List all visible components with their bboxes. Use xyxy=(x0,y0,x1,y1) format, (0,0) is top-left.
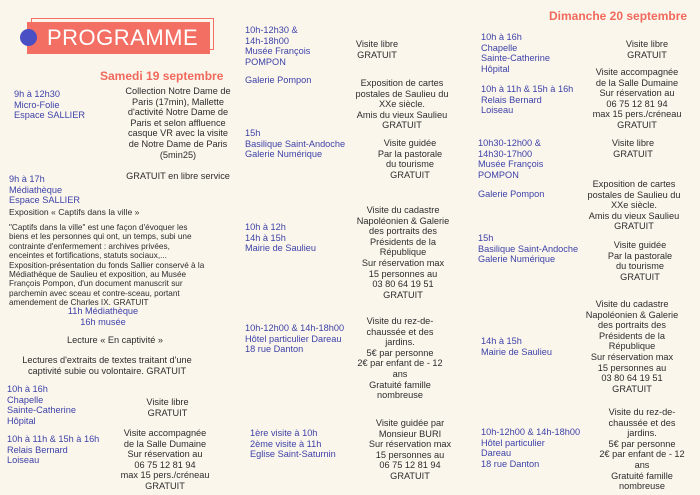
desc-line: République xyxy=(608,341,656,352)
place-line: 1ère visite à 10h xyxy=(250,428,318,438)
place-line: 10h-12h00 & 14h-18h00 xyxy=(481,427,581,437)
desc-line: ans xyxy=(392,368,408,379)
desc-line: Visite du rez-de- xyxy=(366,316,434,326)
place-line: 10h-12h00 & 14h-18h00 xyxy=(245,323,345,333)
mairie-place-sat xyxy=(245,222,316,254)
desc-line: François Pompon, d'un document manuscrit sur xyxy=(9,279,183,289)
place-line: Chapelle xyxy=(7,394,44,405)
mairie-desc-sun xyxy=(577,299,687,394)
desc-line: amendement de Charles IX. GRATUIT xyxy=(9,298,149,308)
place-line: Hôtel particulier xyxy=(481,437,545,448)
mairie-place-sun xyxy=(481,336,552,357)
desc-line: nombreuse xyxy=(377,390,423,401)
desc-line: Visite accompagnée xyxy=(123,428,207,438)
desc-line: Paris et selon affluence xyxy=(130,117,226,128)
place-line: 9h à 12h30 xyxy=(14,89,60,99)
desc-line: Exposition de cartes xyxy=(592,179,676,189)
desc-line: Visite accompagnée xyxy=(595,67,679,77)
desc-line: Gratuité famille xyxy=(369,379,431,390)
place-line: Basilique Saint-Andoche xyxy=(478,243,579,254)
desc-line: GRATUIT xyxy=(612,383,652,394)
expo-captifs-desc xyxy=(9,223,204,308)
galerie-place-sat: Galerie Pompon xyxy=(245,75,312,85)
relais-place-sat xyxy=(7,434,99,466)
place-line: Loiseau xyxy=(481,105,514,116)
desc-line: 06 75 12 81 94 xyxy=(379,460,441,471)
desc-line: chaussée et des xyxy=(366,326,434,337)
desc-line: Médiathèque de Saulieu et exposition, au Musée xyxy=(9,270,187,280)
place-line: 10h à 16h xyxy=(481,32,522,42)
place-line: 14h à 15h xyxy=(245,232,286,243)
place-line: 18 rue Danton xyxy=(245,344,304,355)
place-line: 11h Médiathèque xyxy=(67,306,139,316)
basilique-place-sun xyxy=(478,233,578,265)
desc-line: 06 75 12 81 94 xyxy=(606,98,668,109)
desc-line: Visite du cadastre xyxy=(595,299,669,309)
place-line: Mairie de Saulieu xyxy=(245,243,316,254)
desc-line: 5€ par personne xyxy=(608,438,676,449)
place-line: Micro-Folie xyxy=(14,99,60,110)
place-line: Galerie Numérique xyxy=(245,149,323,160)
musee-place-sat xyxy=(245,25,310,67)
basilique-desc-sun xyxy=(590,240,690,282)
desc-line: Visite libre xyxy=(355,39,399,49)
place-line: Médiathèque xyxy=(9,184,63,195)
place-line: 10h30-12h00 & xyxy=(478,138,541,148)
desc-line: Lectures d'extraits de textes traitant d'une xyxy=(22,355,192,365)
place-line: Chapelle xyxy=(481,42,518,53)
desc-line: 06 75 12 81 94 xyxy=(134,459,196,470)
saturday-heading: Samedi 19 septembre xyxy=(100,69,224,83)
place-line: POMPON xyxy=(245,56,286,67)
desc-line: Visite guidée xyxy=(613,240,667,250)
place-line: 10h à 16h xyxy=(7,384,48,394)
desc-line: Sur réservation au xyxy=(599,88,675,99)
desc-line: contrainte d'enfermement : archives privées, xyxy=(9,241,170,251)
desc-line: du tourisme xyxy=(615,261,664,272)
sunday-heading: Dimanche 20 septembre xyxy=(549,9,688,23)
eglise-desc xyxy=(355,418,465,482)
desc-line: Monsieur BURI xyxy=(378,428,442,439)
desc-line: des portraits des xyxy=(598,320,666,331)
place-line: Hôpital xyxy=(7,415,36,426)
desc-line: GRATUIT xyxy=(147,407,188,418)
desc-line: 15 personnes au xyxy=(597,362,667,373)
place-line: Dareau xyxy=(481,448,512,459)
place-line: 10h à 11h & 15h à 16h xyxy=(481,84,574,94)
place-line: 10h-12h30 & xyxy=(245,25,298,35)
place-line: Mairie de Saulieu xyxy=(481,346,552,357)
galerie-desc-sun xyxy=(574,179,694,232)
place-line: Espace SALLIER xyxy=(9,195,80,206)
desc-line: Sur réservation au xyxy=(127,449,203,460)
lecture-desc xyxy=(12,355,202,376)
desc-line: GRATUIT xyxy=(383,289,423,300)
dareau-desc-sun xyxy=(592,407,692,492)
desc-line: 03 80 64 19 51 xyxy=(601,373,663,384)
desc-line: Visite du rez-de- xyxy=(608,407,676,417)
desc-line: GRATUIT xyxy=(627,49,667,60)
desc-line: Amis du vieux Saulieu xyxy=(356,109,448,120)
desc-line: 15 personnes au xyxy=(375,449,445,460)
place-line: 10h à 11h & 15h à 16h xyxy=(7,434,100,444)
micro-folie-place xyxy=(14,89,85,121)
desc-line: XXe siècle. xyxy=(611,200,657,211)
desc-line: chaussée et des xyxy=(608,417,676,428)
desc-line: Napoléonien & Galerie xyxy=(356,215,450,226)
desc-line: Sur réservation max xyxy=(368,439,452,450)
chapelle-place-sun xyxy=(481,32,550,74)
desc-line: ans xyxy=(634,459,650,470)
desc-line: Exposition-présentation du fonds Sallier conservé à la xyxy=(9,260,205,270)
place-line: 18 rue Danton xyxy=(481,458,540,469)
mediatheque-place xyxy=(9,174,80,206)
desc-line: de la Salle Dumaine xyxy=(595,77,679,88)
desc-line: Présidents de la xyxy=(599,330,665,341)
desc-line: GRATUIT xyxy=(357,49,397,60)
desc-line: Visite libre xyxy=(611,138,655,148)
desc-line: casque VR avec la visite xyxy=(127,128,229,139)
desc-line: Paris (17min), Mallette xyxy=(132,96,224,107)
musee-place-sun xyxy=(478,138,543,180)
galerie-place-sun: Galerie Pompon xyxy=(478,189,545,199)
place-line: Hôtel particulier Dareau xyxy=(245,333,342,344)
desc-line: captivité subie ou volontaire. GRATUIT xyxy=(27,365,187,376)
place-line: 16h musée xyxy=(80,316,126,327)
desc-line: 5€ par personne xyxy=(366,347,434,358)
galerie-desc-sat xyxy=(342,78,462,131)
desc-line: GRATUIT xyxy=(390,470,430,481)
desc-line: de la Salle Dumaine xyxy=(123,438,207,449)
chapelle-desc-sun xyxy=(612,39,682,60)
lecture-place xyxy=(58,306,148,327)
desc-line: Visite libre xyxy=(625,39,669,49)
desc-line: postales de Saulieu du xyxy=(355,88,449,99)
desc-line: 15 personnes au xyxy=(368,268,438,279)
dareau-place-sun xyxy=(481,427,580,469)
desc-line: XXe siècle. xyxy=(379,99,425,110)
desc-line: République xyxy=(379,247,427,258)
desc-line: Par la pastorale xyxy=(377,148,443,159)
desc-line: Collection Notre Dame de xyxy=(125,86,231,96)
desc-line: d'activité Notre Dame de xyxy=(127,107,229,118)
chapelle-desc-sat xyxy=(135,397,200,418)
desc-line: des portraits des xyxy=(369,226,437,237)
desc-line: Napoléonien & Galerie xyxy=(585,309,679,320)
desc-line: Sur réservation max xyxy=(361,257,445,268)
desc-line: postales de Saulieu du xyxy=(587,189,681,200)
desc-line: jardins. xyxy=(627,428,657,439)
desc-line: 2€ par enfant de - 12 xyxy=(599,449,685,460)
place-line: 14h à 15h xyxy=(481,336,522,346)
desc-line: Visite du cadastre xyxy=(366,205,440,215)
basilique-desc-sat xyxy=(360,138,460,180)
eglise-place xyxy=(250,428,336,460)
desc-line: Gratuité famille xyxy=(611,470,673,481)
desc-line: GRATUIT xyxy=(620,271,660,282)
desc-line: (5min25) xyxy=(159,149,197,160)
relais-place-sun xyxy=(481,84,573,116)
place-line: 9h à 17h xyxy=(9,174,45,184)
desc-line: de Notre Dame de Paris xyxy=(128,138,228,149)
desc-line xyxy=(108,160,248,171)
desc-line: GRATUIT en libre service xyxy=(126,170,230,181)
place-line: 15h xyxy=(478,233,494,243)
relais-desc-sat xyxy=(110,428,220,492)
relais-desc-sun xyxy=(582,67,692,131)
place-line: Eglise Saint-Saturnin xyxy=(250,449,336,460)
desc-line: biens et les personnes qui ont, un temps, subi une xyxy=(9,232,192,242)
place-line: 14h-18h00 xyxy=(245,35,289,46)
dareau-place-sat xyxy=(245,323,344,355)
place-line: Galerie Numérique xyxy=(478,254,556,265)
desc-line: Amis du vieux Saulieu xyxy=(588,210,680,221)
place-line: Musée François xyxy=(478,159,544,170)
desc-line: du tourisme xyxy=(385,159,434,170)
micro-folie-desc xyxy=(108,86,248,181)
place-line: 2ème visite à 11h xyxy=(250,438,322,449)
lecture-title: Lecture « En captivité » xyxy=(67,335,164,345)
place-line: 14h30-17h00 xyxy=(478,148,533,159)
place-line: Musée François xyxy=(245,46,311,57)
desc-line: Présidents de la xyxy=(370,236,436,247)
programme-title: PROGRAMME xyxy=(47,25,199,50)
desc-line: Par la pastorale xyxy=(607,250,673,261)
desc-line: 2€ par enfant de - 12 xyxy=(357,358,443,369)
place-line: Relais Bernard xyxy=(7,444,68,455)
mairie-desc-sat xyxy=(348,205,458,300)
desc-line: "Captifs dans la ville" est une façon d'évoquer les xyxy=(9,223,188,232)
place-line: Espace SALLIER xyxy=(14,110,85,121)
place-line: Basilique Saint-Andoche xyxy=(245,138,346,149)
musee-desc-sat xyxy=(342,39,412,60)
desc-line: Exposition de cartes xyxy=(360,78,444,88)
place-line: Sainte-Catherine xyxy=(481,53,550,64)
musee-desc-sun xyxy=(598,138,668,159)
desc-line: jardins. xyxy=(385,337,415,348)
place-line: Hôpital xyxy=(481,63,510,74)
desc-line: max 15 pers./créneau xyxy=(120,470,210,481)
desc-line: GRATUIT xyxy=(382,120,422,131)
desc-line: GRATUIT xyxy=(617,119,657,130)
desc-line: nombreuse xyxy=(619,481,665,492)
desc-line: GRATUIT xyxy=(390,169,430,180)
desc-line: Visite guidée xyxy=(383,138,437,148)
desc-line: parchemin avec sceau et contre-sceau, portant xyxy=(9,288,180,298)
place-line: 15h xyxy=(245,128,261,138)
desc-line: Visite guidée par xyxy=(375,418,445,428)
place-line: Loiseau xyxy=(7,455,40,466)
desc-line: max 15 pers./créneau xyxy=(592,109,682,120)
expo-captifs-title: Exposition « Captifs dans la ville » xyxy=(9,207,140,217)
banner-dot-icon xyxy=(20,29,37,46)
desc-line: GRATUIT xyxy=(614,221,654,232)
desc-line: 03 80 64 19 51 xyxy=(372,279,434,290)
basilique-place-sat xyxy=(245,128,345,160)
place-line: 10h à 12h xyxy=(245,222,286,232)
desc-line: Visite libre xyxy=(146,397,189,407)
dareau-desc-sat xyxy=(350,316,450,401)
chapelle-place-sat xyxy=(7,384,76,426)
desc-line: GRATUIT xyxy=(145,480,185,491)
place-line: Sainte-Catherine xyxy=(7,405,76,416)
place-line: Relais Bernard xyxy=(481,94,542,105)
desc-line: GRATUIT xyxy=(613,148,653,159)
place-line: POMPON xyxy=(478,169,519,180)
desc-line: enceintes et fortifications, statuts sociaux,... xyxy=(9,251,167,261)
desc-line: Sur réservation max xyxy=(590,351,674,362)
